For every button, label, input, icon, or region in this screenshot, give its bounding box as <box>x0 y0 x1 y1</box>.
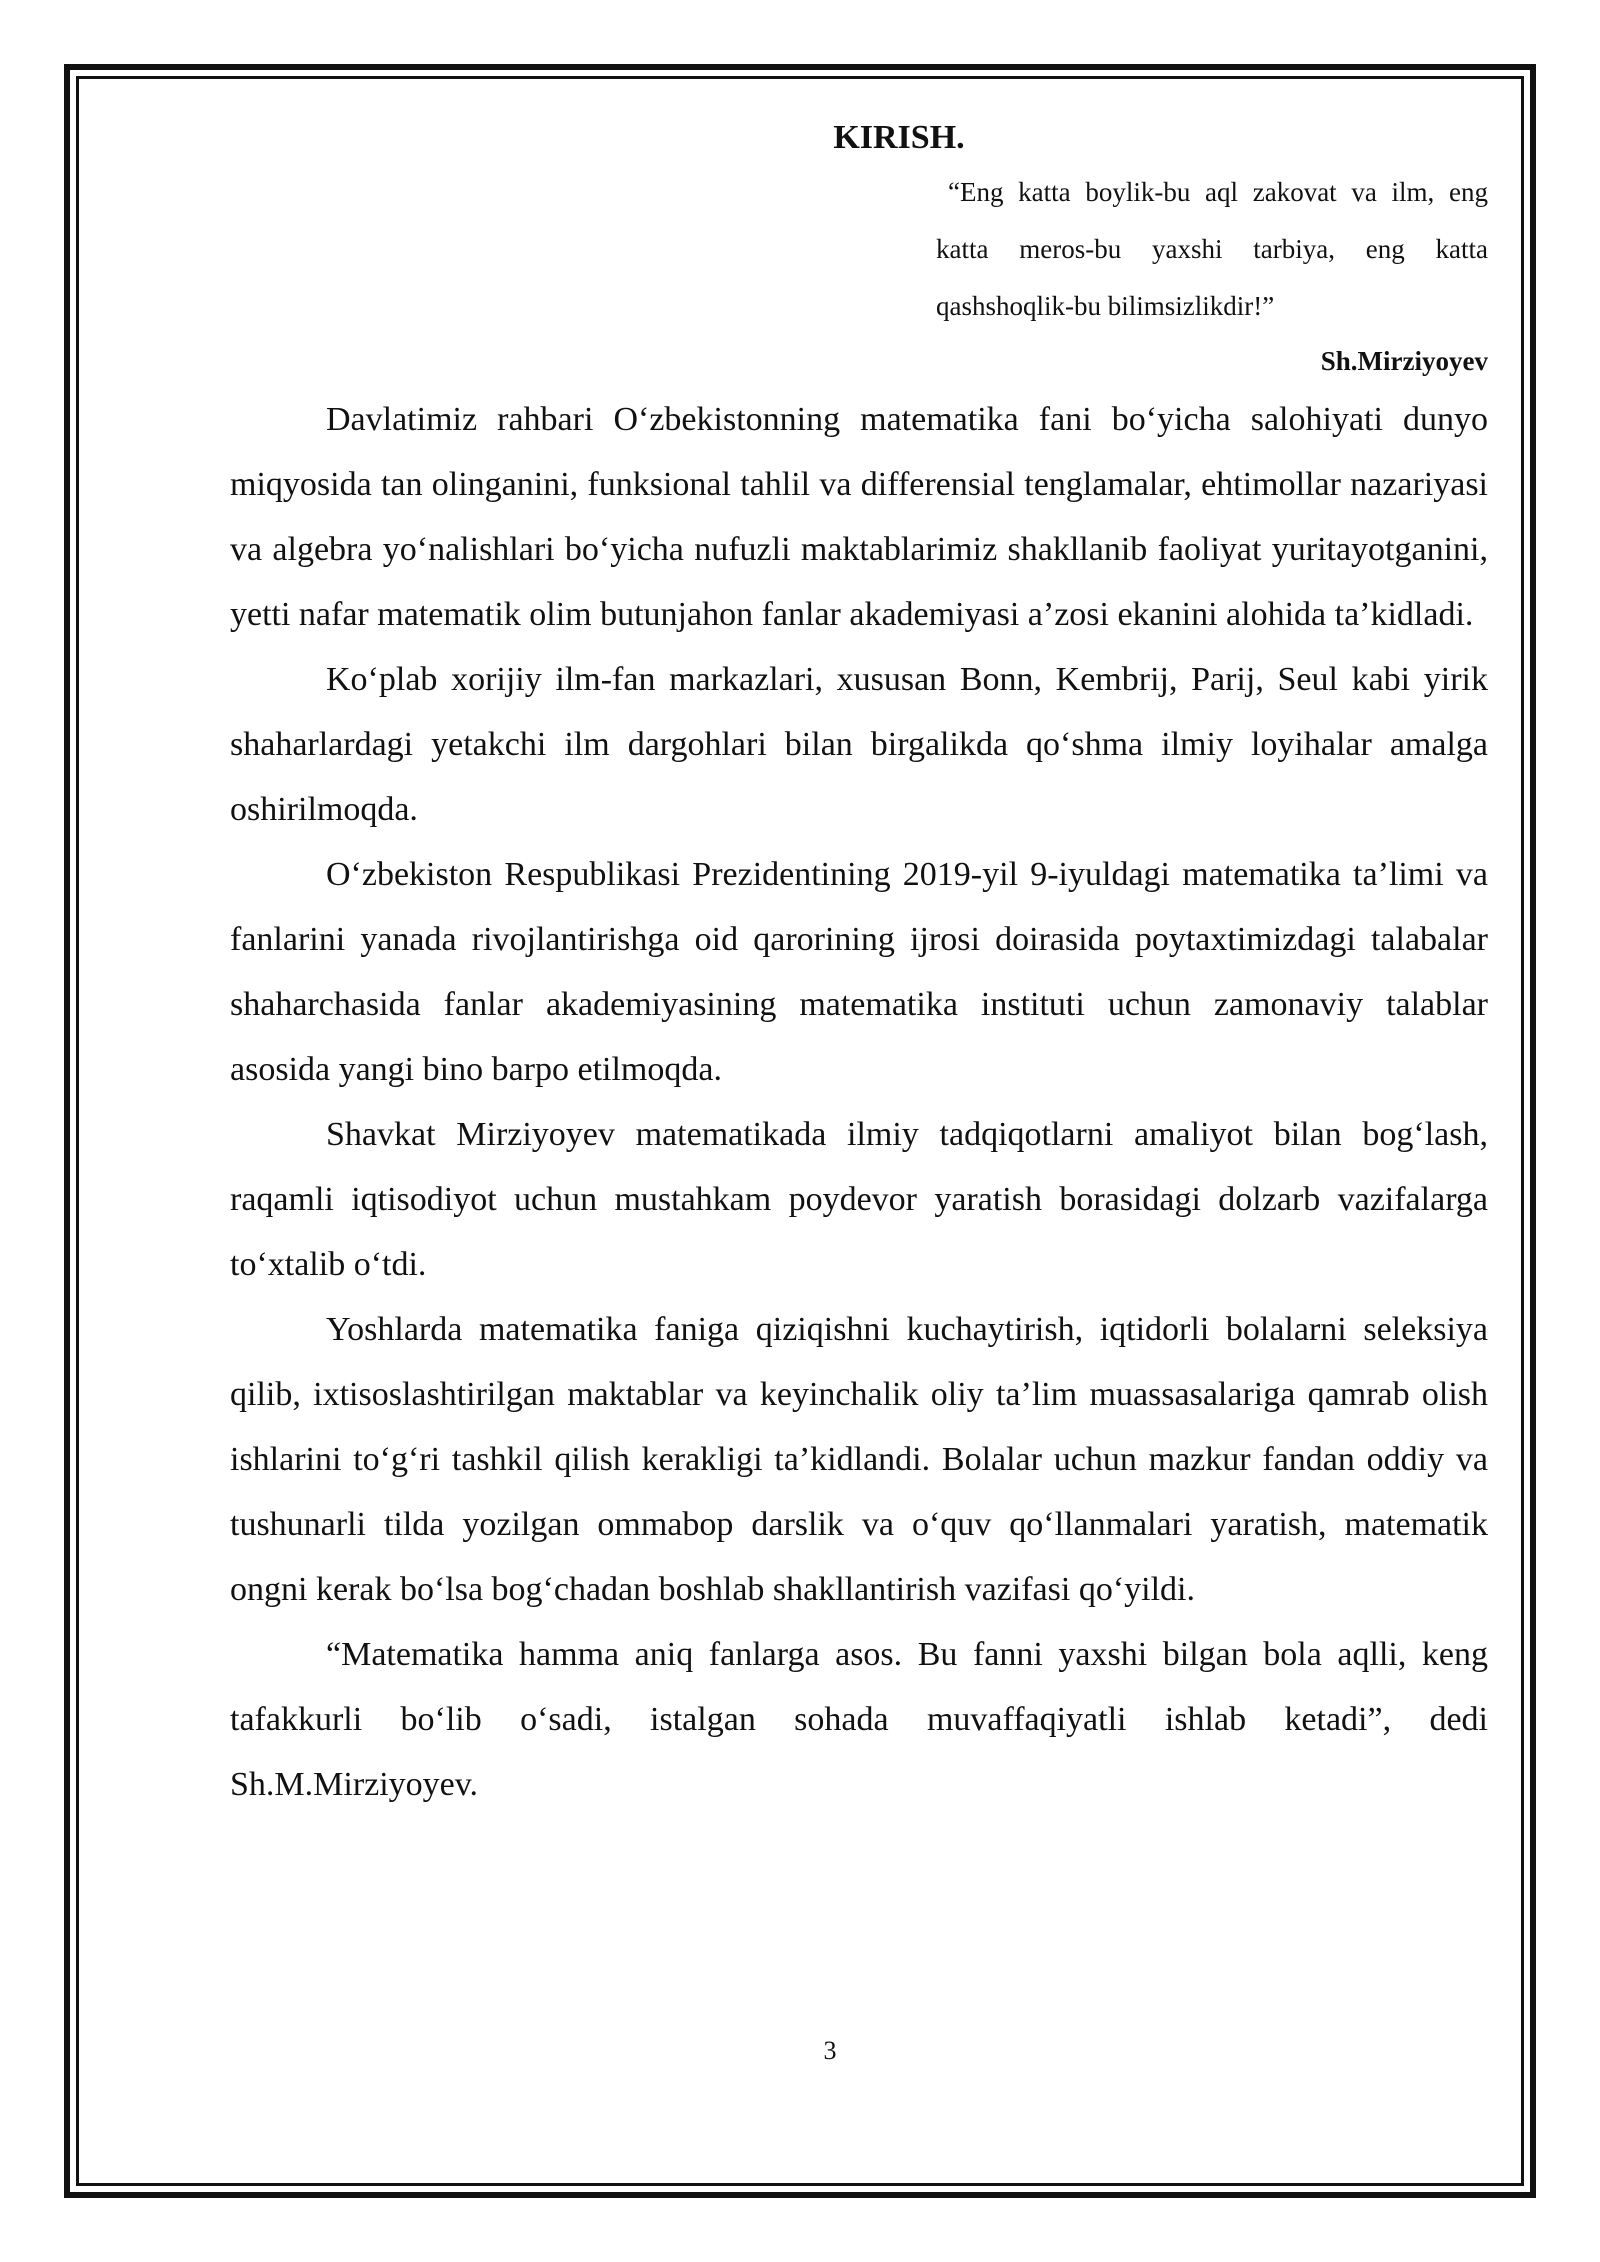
paragraph: O‘zbekiston Respublikasi Prezidentining 2019-yil 9-iyuldagi matematika ta’limi va fanlarini yanada rivojlantirishga oid qarorining ijrosi doirasida poytaxtimizdagi talabalar shaharchasida fanlar akademiyasining matematika instituti uchun zamonaviy talablar asosida yangi bino barpo etilmoqda. <box>230 856 1488 1088</box>
page-title: KIRISH. <box>833 119 965 156</box>
paragraph: Shavkat Mirziyoyev matematikada ilmiy tadqiqotlarni amaliyot bilan bog‘lash, raqamli iqtisodiyot uchun mustahkam poydevor yaratish borasidagi dolzarb vazifalarga to‘xtalib o‘tdi. <box>230 1116 1488 1283</box>
paragraph: “Matematika hamma aniq fanlarga asos. Bu fanni yaxshi bilgan bola aqlli, keng tafakkurli bo‘lib o‘sadi, istalgan sohada muvaffaqiyatli ishlab ketadi”, dedi Sh.M.Mirziyoyev. <box>230 1636 1488 1803</box>
paragraph: Yoshlarda matematika faniga qiziqishni kuchaytirish, iqtidorli bolalarni seleksiya qilib, ixtisoslashtirilgan maktablar va keyinchalik oliy ta’lim muassasalariga qamrab olish ishlarini to‘g‘ri tashkil qilish kerakligi ta’kidlandi. Bolalar uchun mazkur fandan oddiy va tushunarli tilda yozilgan ommabop darslik va o‘quv qo‘llanmalari yaratish, matematik ongni kerak bo‘lsa bog‘chadan boshlab shakllantirish vazifasi qo‘yildi. <box>230 1311 1488 1608</box>
epigraph-quote: “Eng katta boylik-bu aql zakovat va ilm, eng katta meros-bu yaxshi tarbiya, eng katta qashshoqlik-bu bilimsizlikdir!” <box>936 177 1488 321</box>
page-content <box>230 110 1488 1817</box>
epigraph-author: Sh.Mirziyoyev <box>1320 346 1488 376</box>
paragraph: Ko‘plab xorijiy ilm-fan markazlari, xususan Bonn, Kembrij, Parij, Seul kabi yirik shaharlardagi yetakchi ilm dargohlari bilan birgalikda qo‘shma ilmiy loyihalar amalga oshirilmoqda. <box>230 661 1488 828</box>
paragraph: Davlatimiz rahbari O‘zbekistonning matematika fani bo‘yicha salohiyati dunyo miqyosida tan olinganini, funksional tahlil va differensial tenglamalar, ehtimollar nazariyasi va algebra yo‘nalishlari bo‘yicha nufuzli maktablarimiz shakllanib faoliyat yuritayotganini, yetti nafar matematik olim butunjahon fanlar akademiyasi a’zosi ekanini alohida ta’kidladi. <box>230 401 1488 633</box>
page-number: 3 <box>823 2036 837 2065</box>
